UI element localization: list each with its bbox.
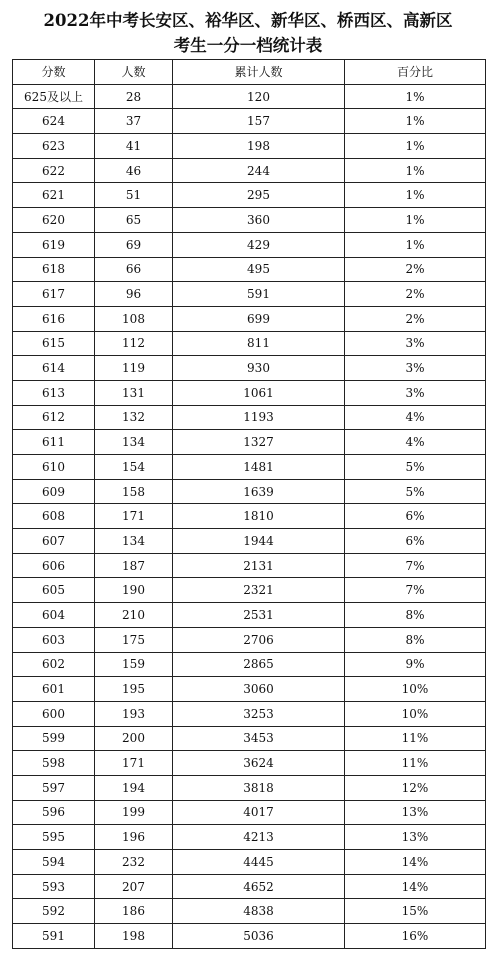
- cell-percent: 2%: [345, 257, 486, 282]
- table-row: [13, 800, 486, 825]
- cell-cumulative: 5036: [173, 924, 345, 949]
- table-row: [13, 701, 486, 726]
- cell-cumulative: 811: [173, 331, 345, 356]
- table-row: [13, 257, 486, 282]
- table-row: [13, 529, 486, 554]
- table-row: [13, 455, 486, 480]
- table-row: [13, 430, 486, 455]
- cell-count: 198: [95, 924, 173, 949]
- cell-count: 232: [95, 850, 173, 875]
- cell-percent: 14%: [345, 874, 486, 899]
- table-row: [13, 775, 486, 800]
- cell-percent: 1%: [345, 109, 486, 134]
- cell-score: 621: [13, 183, 95, 208]
- cell-score: 609: [13, 479, 95, 504]
- header-percent: 百分比: [345, 60, 486, 85]
- cell-score: 618: [13, 257, 95, 282]
- cell-count: 51: [95, 183, 173, 208]
- cell-count: 132: [95, 405, 173, 430]
- header-count: 人数: [95, 60, 173, 85]
- cell-cumulative: 2706: [173, 627, 345, 652]
- table-row: [13, 504, 486, 529]
- header-score: 分数: [13, 60, 95, 85]
- header-cumulative: 累计人数: [173, 60, 345, 85]
- cell-count: 41: [95, 134, 173, 159]
- cell-cumulative: 4838: [173, 899, 345, 924]
- cell-count: 207: [95, 874, 173, 899]
- page-title: 2022年中考长安区、裕华区、新华区、桥西区、高新区: [43, 11, 453, 30]
- cell-cumulative: 591: [173, 282, 345, 307]
- cell-percent: 1%: [345, 134, 486, 159]
- cell-cumulative: 295: [173, 183, 345, 208]
- cell-count: 190: [95, 578, 173, 603]
- cell-count: 96: [95, 282, 173, 307]
- cell-cumulative: 4445: [173, 850, 345, 875]
- cell-score: 606: [13, 553, 95, 578]
- cell-score: 594: [13, 850, 95, 875]
- cell-percent: 13%: [345, 800, 486, 825]
- cell-cumulative: 157: [173, 109, 345, 134]
- cell-percent: 10%: [345, 677, 486, 702]
- cell-cumulative: 2531: [173, 603, 345, 628]
- cell-percent: 6%: [345, 529, 486, 554]
- cell-count: 194: [95, 775, 173, 800]
- table-row: [13, 899, 486, 924]
- cell-cumulative: 930: [173, 356, 345, 381]
- cell-count: 28: [95, 84, 173, 109]
- cell-percent: 8%: [345, 627, 486, 652]
- cell-score: 611: [13, 430, 95, 455]
- cell-cumulative: 4017: [173, 800, 345, 825]
- cell-percent: 1%: [345, 232, 486, 257]
- cell-score: 600: [13, 701, 95, 726]
- table-row: [13, 405, 486, 430]
- table-row: [13, 726, 486, 751]
- table-row: [13, 751, 486, 776]
- cell-count: 134: [95, 529, 173, 554]
- cell-cumulative: 1193: [173, 405, 345, 430]
- cell-cumulative: 699: [173, 306, 345, 331]
- cell-score: 607: [13, 529, 95, 554]
- cell-count: 69: [95, 232, 173, 257]
- cell-score: 608: [13, 504, 95, 529]
- cell-percent: 4%: [345, 430, 486, 455]
- cell-score: 596: [13, 800, 95, 825]
- cell-score: 619: [13, 232, 95, 257]
- cell-score: 591: [13, 924, 95, 949]
- table-row: [13, 356, 486, 381]
- cell-cumulative: 244: [173, 158, 345, 183]
- cell-percent: 14%: [345, 850, 486, 875]
- table-body: [13, 84, 486, 948]
- table-row: [13, 924, 486, 949]
- cell-count: 66: [95, 257, 173, 282]
- cell-count: 187: [95, 553, 173, 578]
- cell-score: 624: [13, 109, 95, 134]
- cell-percent: 9%: [345, 652, 486, 677]
- cell-count: 175: [95, 627, 173, 652]
- cell-cumulative: 360: [173, 208, 345, 233]
- table-row: [13, 652, 486, 677]
- table-row: [13, 578, 486, 603]
- cell-count: 154: [95, 455, 173, 480]
- cell-count: 200: [95, 726, 173, 751]
- cell-count: 196: [95, 825, 173, 850]
- table-row: [13, 479, 486, 504]
- cell-cumulative: 1639: [173, 479, 345, 504]
- cell-cumulative: 2131: [173, 553, 345, 578]
- cell-percent: 13%: [345, 825, 486, 850]
- table-row: [13, 874, 486, 899]
- cell-score: 625及以上: [13, 84, 95, 109]
- table-row: [13, 850, 486, 875]
- cell-score: 612: [13, 405, 95, 430]
- cell-cumulative: 3624: [173, 751, 345, 776]
- table-row: [13, 84, 486, 109]
- cell-percent: 11%: [345, 751, 486, 776]
- cell-percent: 7%: [345, 553, 486, 578]
- cell-count: 171: [95, 504, 173, 529]
- table-header-row: [13, 60, 486, 85]
- cell-percent: 11%: [345, 726, 486, 751]
- cell-count: 112: [95, 331, 173, 356]
- cell-count: 131: [95, 380, 173, 405]
- cell-cumulative: 3453: [173, 726, 345, 751]
- cell-score: 598: [13, 751, 95, 776]
- cell-score: 620: [13, 208, 95, 233]
- cell-percent: 16%: [345, 924, 486, 949]
- table-row: [13, 825, 486, 850]
- cell-cumulative: 4652: [173, 874, 345, 899]
- cell-score: 605: [13, 578, 95, 603]
- cell-percent: 8%: [345, 603, 486, 628]
- cell-cumulative: 3253: [173, 701, 345, 726]
- table-row: [13, 134, 486, 159]
- cell-score: 616: [13, 306, 95, 331]
- cell-percent: 10%: [345, 701, 486, 726]
- cell-percent: 1%: [345, 158, 486, 183]
- cell-percent: 4%: [345, 405, 486, 430]
- cell-score: 592: [13, 899, 95, 924]
- table-row: [13, 208, 486, 233]
- table-row: [13, 183, 486, 208]
- cell-count: 37: [95, 109, 173, 134]
- cell-percent: 3%: [345, 356, 486, 381]
- cell-percent: 5%: [345, 479, 486, 504]
- table-row: [13, 627, 486, 652]
- cell-score: 615: [13, 331, 95, 356]
- cell-cumulative: 4213: [173, 825, 345, 850]
- cell-percent: 3%: [345, 331, 486, 356]
- cell-percent: 2%: [345, 306, 486, 331]
- table-row: [13, 109, 486, 134]
- cell-cumulative: 1810: [173, 504, 345, 529]
- cell-cumulative: 1061: [173, 380, 345, 405]
- cell-count: 108: [95, 306, 173, 331]
- table-row: [13, 306, 486, 331]
- score-table: [12, 59, 486, 949]
- cell-percent: 15%: [345, 899, 486, 924]
- cell-percent: 12%: [345, 775, 486, 800]
- cell-score: 622: [13, 158, 95, 183]
- cell-count: 186: [95, 899, 173, 924]
- cell-count: 65: [95, 208, 173, 233]
- cell-score: 614: [13, 356, 95, 381]
- cell-score: 613: [13, 380, 95, 405]
- cell-cumulative: 1481: [173, 455, 345, 480]
- cell-score: 610: [13, 455, 95, 480]
- table-row: [13, 158, 486, 183]
- cell-count: 199: [95, 800, 173, 825]
- cell-cumulative: 120: [173, 84, 345, 109]
- table-row: [13, 232, 486, 257]
- cell-count: 195: [95, 677, 173, 702]
- cell-percent: 5%: [345, 455, 486, 480]
- cell-cumulative: 495: [173, 257, 345, 282]
- cell-percent: 1%: [345, 84, 486, 109]
- cell-score: 617: [13, 282, 95, 307]
- cell-percent: 1%: [345, 183, 486, 208]
- cell-score: 623: [13, 134, 95, 159]
- table-row: [13, 553, 486, 578]
- cell-count: 134: [95, 430, 173, 455]
- page-subtitle: 考生一分一档统计表: [173, 36, 323, 55]
- cell-count: 119: [95, 356, 173, 381]
- cell-percent: 6%: [345, 504, 486, 529]
- cell-cumulative: 1944: [173, 529, 345, 554]
- cell-cumulative: 2321: [173, 578, 345, 603]
- cell-score: 595: [13, 825, 95, 850]
- cell-count: 210: [95, 603, 173, 628]
- cell-cumulative: 2865: [173, 652, 345, 677]
- cell-count: 46: [95, 158, 173, 183]
- cell-score: 597: [13, 775, 95, 800]
- table-row: [13, 282, 486, 307]
- cell-score: 602: [13, 652, 95, 677]
- cell-cumulative: 3060: [173, 677, 345, 702]
- cell-cumulative: 198: [173, 134, 345, 159]
- cell-score: 601: [13, 677, 95, 702]
- cell-score: 599: [13, 726, 95, 751]
- table-row: [13, 331, 486, 356]
- cell-percent: 2%: [345, 282, 486, 307]
- cell-percent: 1%: [345, 208, 486, 233]
- table-row: [13, 380, 486, 405]
- cell-percent: 3%: [345, 380, 486, 405]
- table-row: [13, 603, 486, 628]
- cell-count: 159: [95, 652, 173, 677]
- cell-count: 158: [95, 479, 173, 504]
- cell-cumulative: 429: [173, 232, 345, 257]
- cell-count: 193: [95, 701, 173, 726]
- table-row: [13, 677, 486, 702]
- cell-cumulative: 1327: [173, 430, 345, 455]
- cell-score: 603: [13, 627, 95, 652]
- cell-score: 593: [13, 874, 95, 899]
- cell-percent: 7%: [345, 578, 486, 603]
- cell-cumulative: 3818: [173, 775, 345, 800]
- cell-score: 604: [13, 603, 95, 628]
- cell-count: 171: [95, 751, 173, 776]
